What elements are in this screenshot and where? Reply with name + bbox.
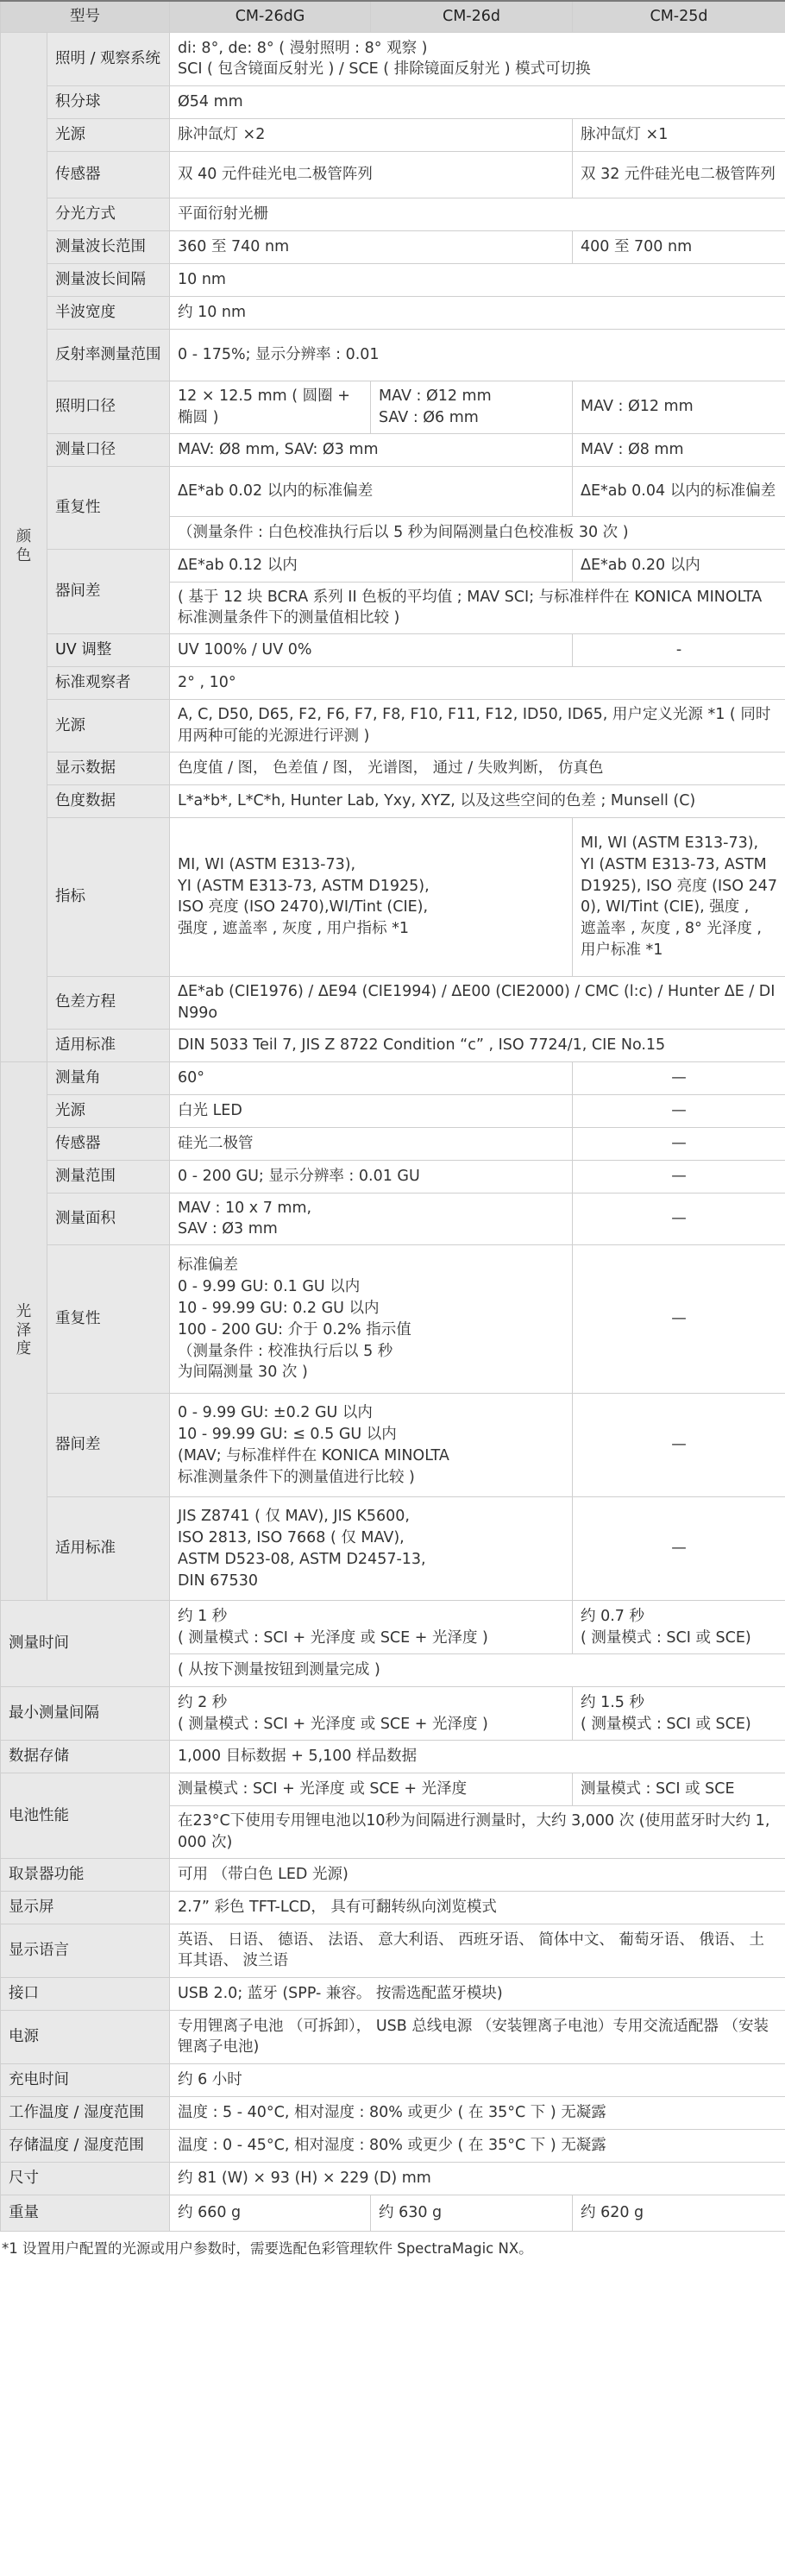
spec-value-text: 约 0.7 秒 ( 测量模式 : SCI 或 SCE) — [581, 1607, 751, 1647]
spec-value — [170, 263, 785, 296]
spec-label: 器间差 — [47, 549, 170, 634]
spec-label: 色差方程 — [47, 976, 170, 1029]
spec-label: 重复性 — [47, 466, 170, 549]
spec-value — [170, 1061, 573, 1094]
spec-value-text: 专用锂离子电池 （可拆卸）， USB 总线电源 （安装锂离子电池）专用交流适配器 （安装锂离子电池) — [178, 2017, 769, 2056]
spec-value-text: 2° , 10° — [178, 674, 236, 692]
spec-value-text: 英语、 日语、 德语、 法语、 意大利语、 西班牙语、 简体中文、 葡萄牙语、 俄语、 土耳其语、 波兰语 — [178, 1930, 765, 1970]
spec-value-text: ΔE*ab 0.02 以内的标准偏差 — [178, 482, 374, 500]
spec-row — [1, 466, 785, 516]
spec-value-text: （测量条件 : 白色校准执行后以 5 秒为间隔测量白色校准板 30 次 ) — [178, 523, 629, 541]
spec-value — [170, 634, 573, 667]
spec-row — [1, 1497, 785, 1601]
spec-value-text: Ø54 mm — [178, 92, 243, 110]
spec-label: UV 调整 — [47, 634, 170, 667]
spec-row — [1, 1891, 785, 1924]
spec-row — [1, 1160, 785, 1193]
spec-row — [1, 2162, 785, 2195]
spec-label: 电源 — [1, 2010, 170, 2063]
spec-row — [1, 381, 785, 433]
spec-label: 积分球 — [47, 85, 170, 118]
spec-row — [1, 752, 785, 784]
spec-value-text: MAV : 10 x 7 mm, SAV : Ø3 mm — [178, 1199, 312, 1238]
spec-value — [170, 1245, 573, 1394]
spec-value — [573, 549, 785, 582]
spec-value — [170, 582, 785, 634]
spec-label: 存储温度 / 湿度范围 — [1, 2129, 170, 2162]
spec-value-text: 约 620 g — [581, 2204, 644, 2222]
spec-label: 显示数据 — [47, 752, 170, 784]
spec-value — [170, 2010, 785, 2063]
spec-value-text: 约 630 g — [379, 2204, 443, 2222]
header-row — [1, 1, 785, 32]
spec-value — [170, 296, 785, 329]
spec-value-text: MAV : Ø12 mm — [581, 398, 694, 416]
spec-value-text: — — [671, 1210, 687, 1228]
spec-row — [1, 1061, 785, 1094]
spec-value — [573, 230, 785, 263]
spec-value — [170, 1654, 785, 1687]
spec-value — [170, 1394, 573, 1497]
category-color — [1, 32, 47, 1061]
spec-value — [170, 1029, 785, 1061]
spec-row — [1, 2063, 785, 2096]
spec-row — [1, 1924, 785, 1977]
spec-value — [170, 1601, 573, 1654]
spec-value-text: 温度 : 5 - 40°C, 相对湿度 : 80% 或更少 ( 在 35°C 下 ) 无凝露 — [178, 2104, 606, 2122]
header-model-2: CM-26d — [371, 1, 573, 32]
spec-value-text: 硅光二极管 — [178, 1134, 254, 1152]
spec-value — [573, 1160, 785, 1193]
spec-value-text: MAV: Ø8 mm, SAV: Ø3 mm — [178, 440, 379, 458]
spec-row — [1, 817, 785, 976]
spec-label: 工作温度 / 湿度范围 — [1, 2096, 170, 2129]
spec-value-text: DIN 5033 Teil 7, JIS Z 8722 Condition “c” , ISO 7724/1, CIE No.15 — [178, 1036, 666, 1054]
spec-value-text: JIS Z8741 ( 仅 MAV), JIS K5600, ISO 2813, ISO 7668 ( 仅 MAV), ASTM D523-08, ASTM D2457-13, DIN 67530 — [178, 1508, 426, 1590]
spec-value-text: - — [675, 641, 682, 659]
header-model-label: 型号 — [1, 1, 170, 32]
spec-row — [1, 2195, 785, 2231]
spec-value-text: 400 至 700 nm — [581, 237, 693, 255]
spec-label: 测量面积 — [47, 1193, 170, 1245]
spec-value-text: ( 从按下测量按钮到测量完成 ) — [178, 1661, 380, 1679]
spec-label: 传感器 — [47, 151, 170, 198]
spec-value — [170, 784, 785, 817]
spec-label: 取景器功能 — [1, 1858, 170, 1891]
spec-value-text: di: 8°, de: 8° ( 漫射照明 : 8° 观察 ) SCI ( 包含镜面反射光 ) / SCE ( 排除镜面反射光 ) 模式可切换 — [178, 39, 591, 79]
spec-row — [1, 1977, 785, 2010]
spec-value-text: ΔE*ab (CIE1976) / ΔE94 (CIE1994) / ΔE00 (CIE2000) / CMC (l:c) / Hunter ΔE / DIN99o — [178, 982, 776, 1022]
spec-label: 电池性能 — [1, 1773, 170, 1859]
spec-row — [1, 1094, 785, 1127]
spec-value — [170, 230, 573, 263]
spec-value-text: 0 - 175%; 显示分辨率 : 0.01 — [178, 345, 380, 363]
spec-value — [573, 1127, 785, 1160]
spec-label: 照明口径 — [47, 381, 170, 433]
spec-label: 重复性 — [47, 1245, 170, 1394]
spec-value — [170, 1773, 573, 1806]
spec-value — [170, 817, 573, 976]
spec-row — [1, 1245, 785, 1394]
spec-value — [573, 1061, 785, 1094]
spec-value-text: — — [671, 1134, 687, 1152]
spec-value-text: — — [671, 1310, 687, 1328]
spec-label: 反射率测量范围 — [47, 329, 170, 381]
spec-value — [371, 381, 573, 433]
spec-value-text: ΔE*ab 0.04 以内的标准偏差 — [581, 482, 776, 500]
spec-row — [1, 1773, 785, 1806]
spec-value-text: 0 - 200 GU; 显示分辨率 : 0.01 GU — [178, 1167, 420, 1185]
spec-value-text: ΔE*ab 0.20 以内 — [581, 556, 700, 574]
spec-value-text: 2.7” 彩色 TFT-LCD， 具有可翻转纵向浏览模式 — [178, 1899, 497, 1917]
spec-value-text: 约 81 (W) × 93 (H) × 229 (D) mm — [178, 2170, 431, 2188]
spec-value-text: 色度值 / 图， 色差值 / 图， 光谱图， 通过 / 失败判断， 仿真色 — [178, 759, 604, 777]
spec-label: 传感器 — [47, 1127, 170, 1160]
spec-value-text: UV 100% / UV 0% — [178, 641, 312, 659]
spec-row — [1, 1029, 785, 1061]
spec-value — [170, 2162, 785, 2195]
spec-value — [170, 466, 573, 516]
spec-row — [1, 976, 785, 1029]
spec-value — [170, 1858, 785, 1891]
spec-label: 分光方式 — [47, 198, 170, 230]
spec-value-text: 可用 （带白色 LED 光源) — [178, 1866, 349, 1884]
spec-value-text: ΔE*ab 0.12 以内 — [178, 556, 298, 574]
spec-value-text: USB 2.0; 蓝牙 (SPP- 兼容。 按需选配蓝牙模块) — [178, 1985, 503, 2003]
spec-value — [170, 32, 785, 85]
spec-value — [170, 1924, 785, 1977]
spec-value-text: MI, WI (ASTM E313-73), YI (ASTM E313-73, ASTM D1925), ISO 亮度 (ISO 2470),WI/Tint (CIE), 强度 , 遮盖率 , 灰度 , 用户指标 *1 — [178, 855, 430, 938]
spec-value — [170, 976, 785, 1029]
spec-row — [1, 700, 785, 753]
spec-row — [1, 329, 785, 381]
spec-value-text: — — [671, 1068, 687, 1086]
spec-row — [1, 1394, 785, 1497]
spec-value — [170, 381, 371, 433]
spec-row — [1, 1741, 785, 1773]
category-gloss — [1, 1061, 47, 1601]
spec-value — [170, 433, 573, 466]
spec-value-text: 双 40 元件硅光电二极管阵列 — [178, 165, 373, 183]
spec-label: 光源 — [47, 700, 170, 753]
spec-label: 适用标准 — [47, 1497, 170, 1601]
spec-label: 标准观察者 — [47, 667, 170, 700]
spec-value — [170, 118, 573, 151]
spec-label: 光源 — [47, 118, 170, 151]
spec-value-text: 平面衍射光栅 — [178, 205, 268, 223]
spec-label: 色度数据 — [47, 784, 170, 817]
header-model-1: CM-26dG — [170, 1, 371, 32]
header-model-3: CM-25d — [573, 1, 785, 32]
spec-row — [1, 2096, 785, 2129]
spec-value-text: 脉冲氙灯 ×2 — [178, 125, 266, 143]
spec-value-text: — — [671, 1436, 687, 1454]
spec-row — [1, 667, 785, 700]
spec-value — [573, 151, 785, 198]
spec-value — [573, 1687, 785, 1741]
spec-row — [1, 118, 785, 151]
spec-value — [170, 2096, 785, 2129]
spec-row — [1, 1858, 785, 1891]
spec-value — [573, 433, 785, 466]
spec-value-text: 约 1.5 秒 ( 测量模式 : SCI 或 SCE) — [581, 1693, 751, 1733]
spec-row — [1, 32, 785, 85]
spec-row — [1, 151, 785, 198]
spec-value — [573, 1094, 785, 1127]
spec-value-text: 360 至 740 nm — [178, 237, 290, 255]
spec-value-text: 测量模式 : SCI 或 SCE — [581, 1780, 735, 1798]
spec-value — [170, 700, 785, 753]
spec-value — [170, 329, 785, 381]
spec-label: 半波宽度 — [47, 296, 170, 329]
spec-label: 器间差 — [47, 1394, 170, 1497]
spec-value — [573, 1497, 785, 1601]
spec-value — [170, 151, 573, 198]
spec-value — [573, 1601, 785, 1654]
spec-value — [170, 1497, 573, 1601]
spec-value-text: 温度 : 0 - 45°C, 相对湿度 : 80% 或更少 ( 在 35°C 下 ) 无凝露 — [178, 2137, 606, 2155]
spec-value-text: 脉冲氙灯 ×1 — [581, 125, 669, 143]
spec-row — [1, 433, 785, 466]
spec-value-text: 60° — [178, 1068, 205, 1086]
spec-value-text: MI, WI (ASTM E313-73), YI (ASTM E313-73, ASTM D1925), ISO 亮度 (ISO 2470), WI/Tint (CIE), 强度 , 遮盖率 , 灰度 , 8° 光泽度 , 用户标准 *1 — [581, 834, 777, 960]
spec-value — [170, 1891, 785, 1924]
spec-value-text: 白光 LED — [178, 1101, 242, 1119]
spec-row — [1, 1193, 785, 1245]
spec-value — [170, 198, 785, 230]
spec-value-text: — — [671, 1167, 687, 1185]
spec-value — [170, 2063, 785, 2096]
spec-value-text: L*a*b*, L*C*h, Hunter Lab, Yxy, XYZ, 以及这些空间的色差 ; Munsell (C) — [178, 791, 696, 809]
spec-label: 指标 — [47, 817, 170, 976]
category-label: 颜色 — [16, 527, 32, 564]
spec-label: 光源 — [47, 1094, 170, 1127]
spec-value — [170, 2195, 371, 2231]
spec-row — [1, 296, 785, 329]
spec-row — [1, 1601, 785, 1654]
spec-value — [170, 516, 785, 549]
spec-row — [1, 2129, 785, 2162]
spec-row — [1, 85, 785, 118]
spec-value — [573, 634, 785, 667]
spec-value — [573, 118, 785, 151]
spec-label: 测量范围 — [47, 1160, 170, 1193]
spec-label: 尺寸 — [1, 2162, 170, 2195]
spec-value — [170, 1977, 785, 2010]
spec-label: 适用标准 — [47, 1029, 170, 1061]
spec-row — [1, 2010, 785, 2063]
spec-row — [1, 634, 785, 667]
spec-value-text: 在23°C下使用专用锂电池以10秒为间隔进行测量时，大约 3,000 次 (使用蓝牙时大约 1,000 次) — [178, 1812, 770, 1852]
spec-row — [1, 1127, 785, 1160]
spec-value-text: A, C, D50, D65, F2, F6, F7, F8, F10, F11, F12, ID50, ID65, 用户定义光源 *1 ( 同时用两种可能的光源进行评测 ) — [178, 706, 771, 746]
spec-row — [1, 784, 785, 817]
spec-value — [170, 667, 785, 700]
spec-value-text: 10 nm — [178, 270, 226, 288]
spec-value — [573, 2195, 785, 2231]
spec-label: 最小测量间隔 — [1, 1687, 170, 1741]
spec-value-text: MAV : Ø8 mm — [581, 440, 684, 458]
spec-row — [1, 198, 785, 230]
spec-label: 数据存储 — [1, 1741, 170, 1773]
spec-value-text: 0 - 9.99 GU: ±0.2 GU 以内 10 - 99.99 GU: ≤ 0.5 GU 以内 (MAV; 与标准样件在 KONICA MINOLTA 标准测量条件下的测量值进行比较 ) — [178, 1404, 449, 1486]
spec-value — [170, 752, 785, 784]
spec-label: 测量波长间隔 — [47, 263, 170, 296]
spec-value — [573, 466, 785, 516]
spec-value-text: 1,000 目标数据 + 5,100 样品数据 — [178, 1748, 418, 1766]
spec-value — [170, 549, 573, 582]
spec-value — [573, 1193, 785, 1245]
spec-value — [170, 1741, 785, 1773]
spec-value — [170, 1806, 785, 1859]
spec-value — [170, 1160, 573, 1193]
footnote: *1 设置用户配置的光源或用户参数时，需要选配色彩管理软件 SpectraMagic NX。 — [2, 2239, 533, 2257]
spec-value-text: 约 2 秒 ( 测量模式 : SCI + 光泽度 或 SCE + 光泽度 ) — [178, 1693, 488, 1733]
spec-value-text: 标准偏差 0 - 9.99 GU: 0.1 GU 以内 10 - 99.99 GU: 0.2 GU 以内 100 - 200 GU: 介于 0.2% 指示值 （测量条件 : 校准执行后以 5 秒 为间隔测量 30 次 ) — [178, 1257, 411, 1382]
spec-value-text: 双 32 元件硅光电二极管阵列 — [581, 165, 776, 183]
spec-value — [573, 1245, 785, 1394]
spec-label: 显示屏 — [1, 1891, 170, 1924]
spec-row — [1, 230, 785, 263]
spec-label: 测量口径 — [47, 433, 170, 466]
spec-value-text: ( 基于 12 块 BCRA 系列 II 色板的平均值 ; MAV SCI; 与标准样件在 KONICA MINOLTA 标准测量条件下的测量值相比较 ) — [178, 588, 763, 627]
category-label: 光泽度 — [16, 1302, 32, 1358]
spec-label: 显示语言 — [1, 1924, 170, 1977]
spec-value-text: 测量模式 : SCI + 光泽度 或 SCE + 光泽度 — [178, 1780, 468, 1798]
spec-label: 测量角 — [47, 1061, 170, 1094]
spec-value-text: 12 × 12.5 mm ( 圆圈 + 椭圆 ) — [178, 387, 350, 426]
spec-value-text: — — [671, 1540, 687, 1558]
spec-value — [371, 2195, 573, 2231]
spec-row — [1, 263, 785, 296]
spec-label: 重量 — [1, 2195, 170, 2231]
spec-value — [573, 381, 785, 433]
spec-label: 测量时间 — [1, 1601, 170, 1687]
spec-value — [573, 1773, 785, 1806]
spec-value — [170, 1094, 573, 1127]
spec-value — [170, 2129, 785, 2162]
spec-label: 充电时间 — [1, 2063, 170, 2096]
spec-value-text: MAV : Ø12 mm SAV : Ø6 mm — [379, 387, 492, 426]
spec-value — [170, 1687, 573, 1741]
spec-value-text: 约 6 小时 — [178, 2071, 242, 2089]
spec-row — [1, 1687, 785, 1741]
spec-label: 照明 / 观察系统 — [47, 32, 170, 85]
spec-value-text: 约 1 秒 ( 测量模式 : SCI + 光泽度 或 SCE + 光泽度 ) — [178, 1607, 488, 1647]
spec-label: 测量波长范围 — [47, 230, 170, 263]
spec-value — [573, 1394, 785, 1497]
spec-value-text: 约 10 nm — [178, 303, 247, 321]
spec-row — [1, 549, 785, 582]
spec-label: 接口 — [1, 1977, 170, 2010]
spec-value-text: — — [671, 1101, 687, 1119]
spec-value — [573, 817, 785, 976]
spec-value — [170, 85, 785, 118]
spec-value-text: 约 660 g — [178, 2204, 242, 2222]
spec-value — [170, 1193, 573, 1245]
spec-value — [170, 1127, 573, 1160]
